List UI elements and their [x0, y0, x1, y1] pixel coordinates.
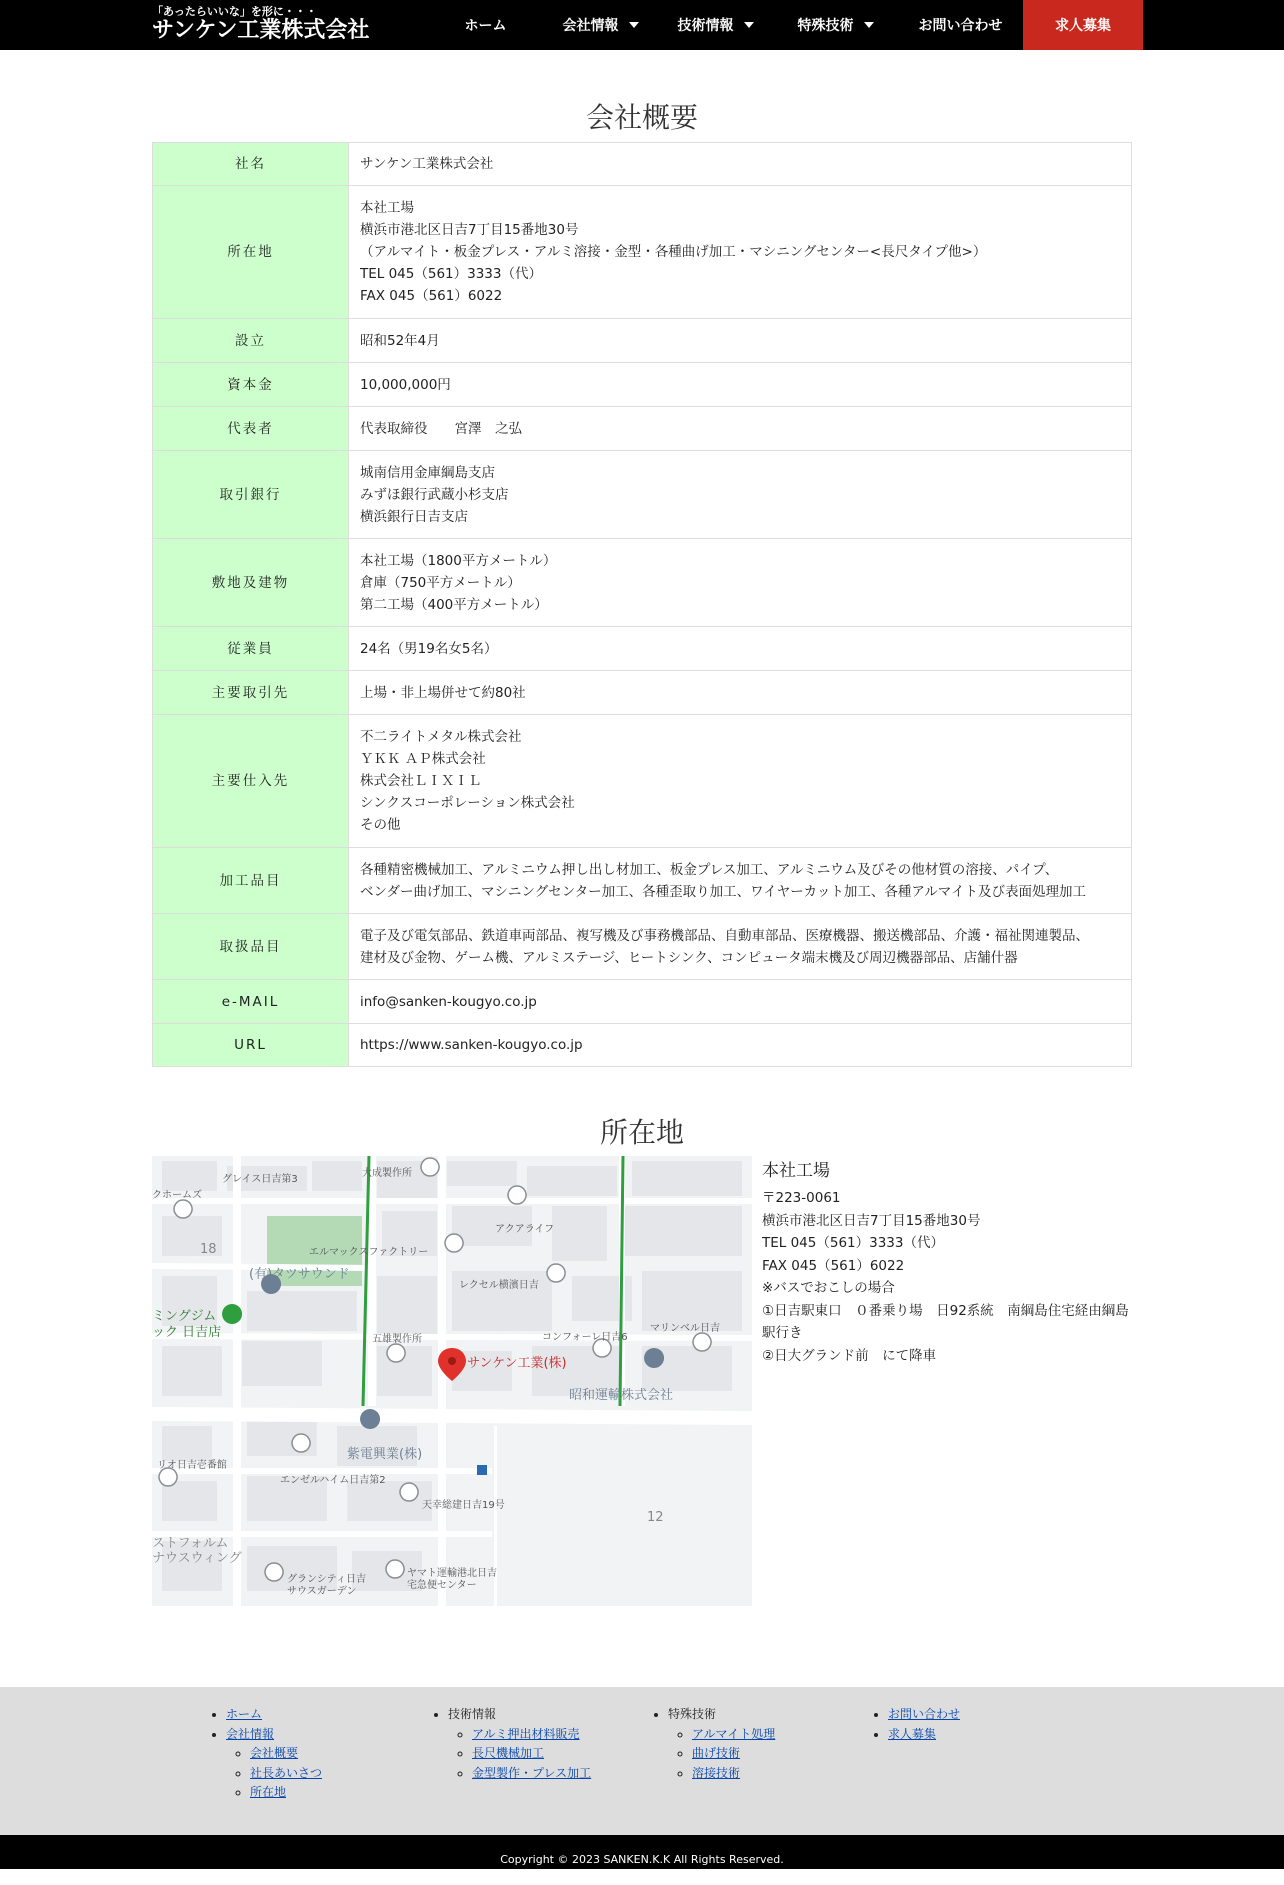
row-value-line[interactable]: https://www.sanken-kougyo.co.jp [360, 1037, 583, 1053]
row-value [349, 363, 1132, 407]
footer-column [428, 1705, 591, 1783]
row-value-line: ＹＫＫ ＡＰ株式会社 [360, 751, 486, 767]
map-place-label[interactable]: グレイス日吉第3 [222, 1174, 298, 1185]
top-navbar [0, 0, 1284, 50]
footer-subitem [692, 1744, 775, 1764]
row-value-line: FAX 045（561）6022 [360, 288, 503, 304]
row-label: 敷地及建物 [153, 539, 349, 627]
address-line: FAX 045（561）6022 [762, 1257, 905, 1274]
row-value-line: ベンダー曲げ加工、マシニングセンター加工、各種歪取り加工、ワイヤーカット加工、各種アルマイト及び表面処理加工 [360, 883, 1087, 900]
address-block [762, 1158, 1132, 1367]
row-label: 従業員 [153, 627, 349, 671]
map-place-label[interactable]: エンゼルハイム日吉第2 [280, 1475, 386, 1486]
address-line: 横浜市港北区日吉7丁目15番地30号 [762, 1212, 981, 1229]
footer-subitem [472, 1764, 591, 1784]
table-row [153, 186, 1132, 319]
row-label: 取扱品目 [153, 914, 349, 980]
caret-down-icon [864, 22, 874, 28]
row-label: 設立 [153, 319, 349, 363]
table-row [153, 980, 1132, 1024]
row-value [349, 627, 1132, 671]
row-value [349, 914, 1132, 980]
row-label: URL [153, 1024, 349, 1067]
row-label: 主要仕入先 [153, 715, 349, 848]
map-place-label[interactable]: マリンベル日吉 [650, 1323, 720, 1334]
row-value-line: 株式会社ＬＩＸＩＬ [360, 773, 482, 789]
nav-item-5[interactable] [1023, 0, 1143, 50]
row-value-line: 代表取締役 宮澤 之弘 [360, 420, 522, 437]
row-value-line: 本社工場 [360, 200, 414, 216]
logo-tagline: 「あったらいいな」を形に・・・ [152, 5, 317, 18]
address-line: ②日大グランド前 にて降車 [762, 1347, 937, 1364]
map-place-label[interactable]: ヤマト運輸港北日吉 [407, 1568, 497, 1579]
row-value-line: 第二工場（400平方メートル） [360, 596, 548, 613]
nav-item-label: 求人募集 [1055, 18, 1111, 34]
footer-link[interactable]: 会社情報 [226, 1726, 275, 1741]
row-value-line: 倉庫（750平方メートル） [360, 574, 521, 591]
map-place-label[interactable]: ナウスウィング [152, 1551, 242, 1566]
row-value-line: 昭和52年4月 [360, 332, 440, 349]
row-value-line: 10,000,000円 [360, 376, 451, 393]
nav-item-2[interactable] [658, 0, 773, 50]
row-value-line: 本社工場（1800平方メートル） [360, 552, 557, 569]
row-value [349, 715, 1132, 848]
table-row [153, 407, 1132, 451]
footer-column [868, 1705, 960, 1744]
section-title-location: 所在地 [599, 1116, 684, 1149]
logo-company-name: サンケン工業株式会社 [152, 18, 370, 43]
footer-subitem [250, 1783, 322, 1803]
table-row [153, 143, 1132, 186]
row-value [349, 407, 1132, 451]
map-place-label[interactable]: リオ日吉壱番館 [157, 1460, 227, 1471]
map-place-label[interactable]: エルマックスファクトリー [309, 1247, 429, 1258]
section-title-overview: 会社概要 [585, 101, 698, 134]
main-nav [428, 0, 1143, 50]
row-value-line: サンケン工業株式会社 [360, 156, 494, 172]
footer-link[interactable]: 金型製作・プレス加工 [472, 1765, 592, 1780]
footer-link[interactable]: 曲げ技術 [692, 1746, 741, 1760]
address-line: ※バスでおこしの場合 [762, 1280, 895, 1296]
row-label: 主要取引先 [153, 671, 349, 715]
table-row [153, 451, 1132, 539]
row-value-line: 横浜銀行日吉支店 [360, 508, 468, 525]
nav-item-0[interactable] [428, 0, 543, 50]
map-place-label[interactable]: (有)タツサウンド [249, 1267, 350, 1282]
row-label: 代表者 [153, 407, 349, 451]
copyright: Copyright © 2023 SANKEN.K.K All Rights Reserved. [0, 1835, 1284, 1869]
footer-column [648, 1705, 775, 1783]
row-value-line: シンクスコーポレーション株式会社 [360, 795, 575, 811]
footer-subitem [692, 1725, 775, 1745]
map-place-label[interactable]: 昭和運輸株式会社 [569, 1388, 674, 1403]
map-place-label[interactable]: ック 日吉店 [152, 1325, 222, 1340]
row-value-line: 城南信用金庫綱島支店 [360, 464, 495, 481]
address-line: 〒223-0061 [762, 1190, 841, 1206]
row-value-line: その他 [360, 817, 401, 833]
row-value-line: 電子及び電気部品、鉄道車両部品、複写機及び事務機部品、自動車部品、医療機器、搬送機部品、介護・福祉関連製品、 [360, 927, 1089, 944]
row-value-line: 各種精密機械加工、アルミニウム押し出し材加工、板金プレス加工、アルミニウム及びその他材質の溶接、パイプ、 [360, 861, 1059, 878]
row-value-line: 建材及び金物、ゲーム機、アルミステージ、ヒートシンク、コンピュータ端末機及び周辺機器部品、店舗什器 [360, 949, 1018, 966]
footer-subitem [250, 1764, 322, 1784]
row-value-line: （アルマイト・板金プレス・アルミ溶接・金型・各種曲げ加工・マシニングセンター<長尺タイプ他>） [360, 244, 987, 260]
footer-link[interactable]: お問い合わせ [888, 1707, 961, 1721]
footer-subitem [472, 1744, 591, 1764]
nav-item-label: 特殊技術 [797, 18, 854, 34]
row-label: 加工品目 [153, 848, 349, 914]
footer-item [888, 1705, 960, 1725]
row-value-line: TEL 045（561）3333（代） [360, 266, 542, 282]
footer-heading: 技術情報 [448, 1707, 497, 1721]
map-place-label[interactable]: グランシティ日吉 [287, 1574, 366, 1585]
row-value-line: みずほ銀行武蔵小杉支店 [360, 486, 509, 503]
address-line: TEL 045（561）3333（代） [762, 1235, 944, 1251]
location-map[interactable] [152, 1156, 752, 1606]
row-label: 所在地 [153, 186, 349, 319]
footer-link[interactable]: アルミ押出材料販売 [472, 1726, 580, 1741]
footer-item [668, 1705, 775, 1783]
nav-item-3[interactable] [773, 0, 898, 50]
footer-subitem [692, 1764, 775, 1784]
footer-link[interactable]: 長尺機械加工 [472, 1746, 545, 1760]
table-row [153, 715, 1132, 848]
table-row [153, 539, 1132, 627]
footer-link[interactable]: 所在地 [250, 1785, 287, 1799]
row-value [349, 143, 1132, 186]
row-value [349, 980, 1132, 1024]
footer-link[interactable]: 社長あいさつ [250, 1765, 323, 1780]
row-value-line[interactable]: info@sanken-kougyo.co.jp [360, 993, 537, 1010]
table-row [153, 671, 1132, 715]
map-place-label[interactable]: コンフォーレ日吉6 [542, 1332, 628, 1343]
map-place-label[interactable]: 五雄製作所 [372, 1334, 422, 1345]
row-value [349, 1024, 1132, 1067]
site-logo[interactable] [152, 6, 369, 44]
footer-heading: 特殊技術 [668, 1707, 717, 1721]
map-canvas[interactable] [152, 1156, 752, 1606]
table-row [153, 1024, 1132, 1067]
map-place-label[interactable]: 紫電興業(株) [347, 1447, 423, 1462]
row-value-line: 横浜市港北区日吉7丁目15番地30号 [360, 222, 579, 238]
table-row [153, 848, 1132, 914]
row-label: 資本金 [153, 363, 349, 407]
table-row [153, 363, 1132, 407]
caret-down-icon [629, 22, 639, 28]
nav-item-label: ホーム [464, 18, 507, 34]
map-place-label[interactable]: サウスガーデン [287, 1586, 357, 1597]
address-title: 本社工場 [762, 1161, 830, 1181]
footer-item [448, 1705, 591, 1783]
address-line: ①日吉駅東口 ０番乗り場 日92系統 南綱島住宅経由綱島駅行き [762, 1302, 1129, 1341]
table-row [153, 319, 1132, 363]
caret-down-icon [744, 22, 754, 28]
footer-link[interactable]: 求人募集 [888, 1726, 937, 1741]
row-value [349, 319, 1132, 363]
nav-item-label: お問い合わせ [918, 18, 1003, 34]
map-place-label[interactable]: 大成製作所 [362, 1168, 412, 1179]
nav-item-label: 技術情報 [677, 18, 734, 34]
map-block-number: 12 [647, 1510, 664, 1525]
footer-link[interactable]: アルマイト処理 [692, 1726, 776, 1741]
company-overview-table [152, 142, 1132, 1067]
row-value-line: 上場・非上場併せて約80社 [360, 684, 526, 701]
footer-link[interactable]: 会社概要 [250, 1746, 299, 1760]
footer-column [206, 1705, 322, 1803]
row-value-line: 不二ライトメタル株式会社 [360, 729, 522, 745]
footer-subitem [472, 1725, 591, 1745]
row-value [349, 451, 1132, 539]
footer-subitem [250, 1744, 322, 1764]
footer-link[interactable]: 溶接技術 [692, 1765, 741, 1780]
row-value [349, 671, 1132, 715]
row-value-line: 24名（男19名女5名） [360, 640, 498, 657]
map-place-label[interactable]: クホームズ [152, 1190, 202, 1201]
row-label: 取引銀行 [153, 451, 349, 539]
map-block-number: 18 [200, 1242, 217, 1257]
row-value [349, 186, 1132, 319]
map-place-label[interactable]: サンケン工業(株) [467, 1356, 567, 1371]
map-place-label[interactable]: ミングジム [152, 1309, 217, 1324]
row-label: 社名 [153, 143, 349, 186]
footer-link[interactable]: ホーム [226, 1707, 263, 1721]
table-row [153, 627, 1132, 671]
map-place-label[interactable]: 宅急便センター [407, 1580, 477, 1591]
nav-item-4[interactable] [898, 0, 1023, 50]
footer [0, 1687, 1284, 1835]
nav-item-1[interactable] [543, 0, 658, 50]
table-row [153, 914, 1132, 980]
footer-item [888, 1725, 960, 1745]
map-place-label[interactable]: レクセル横濱日吉 [459, 1280, 539, 1291]
footer-item [226, 1725, 322, 1803]
row-label: e-MAIL [153, 980, 349, 1024]
row-value [349, 848, 1132, 914]
map-place-label[interactable]: ストフォルム [152, 1536, 229, 1551]
nav-item-label: 会社情報 [562, 18, 619, 34]
map-place-label[interactable]: 天幸総建日吉19号 [422, 1500, 505, 1511]
footer-item [226, 1705, 322, 1725]
map-place-label[interactable]: アクアライフ [495, 1224, 555, 1235]
row-value [349, 539, 1132, 627]
